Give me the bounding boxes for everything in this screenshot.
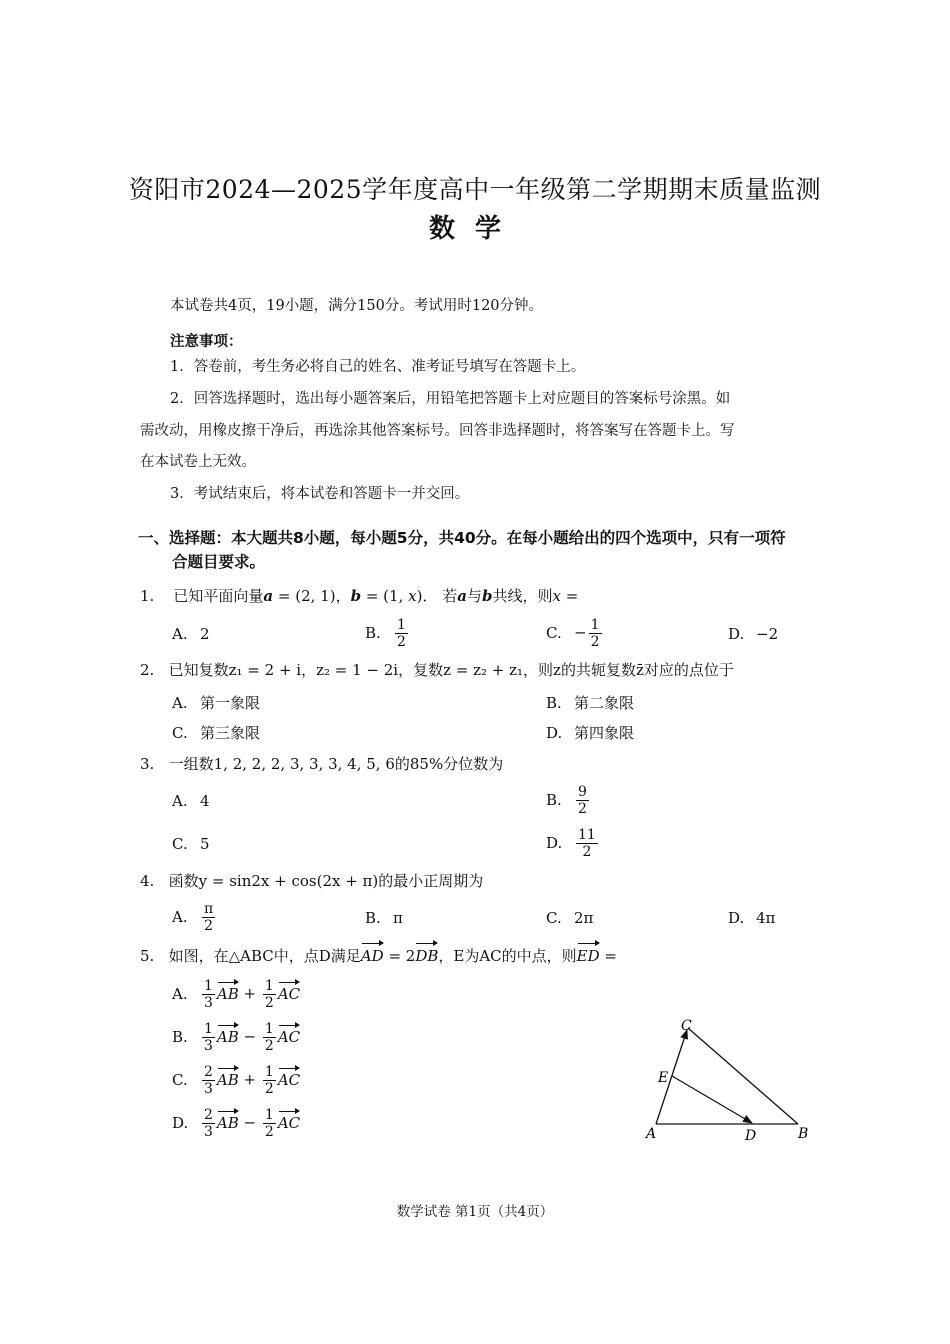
segment-CB xyxy=(688,1028,798,1124)
section-1-heading-line-1: 一、选择题：本大题共8小题，每小题5分，共40分。在每小题给出的四个选项中，只有一项符 xyxy=(138,529,786,547)
var-x: x xyxy=(552,587,561,605)
point-label-C: C xyxy=(681,1018,692,1034)
q5-option-b[interactable] xyxy=(172,1021,300,1054)
fraction xyxy=(263,978,276,1011)
plus-sign: + xyxy=(238,1070,261,1089)
vector-ED-arrow xyxy=(672,1076,752,1123)
q1-eq-a: = (2, 1)， xyxy=(273,587,351,605)
numerator: 1 xyxy=(204,978,213,994)
section-1-heading-line-2: 合题目要求。 xyxy=(172,553,266,571)
notes-heading: 注意事项： xyxy=(170,334,243,350)
intro-text: 本试卷共4页，19小题，满分150分。考试用时120分钟。 xyxy=(170,298,544,314)
q3-option-b[interactable] xyxy=(546,784,591,817)
q2-option-c[interactable] xyxy=(172,722,260,743)
option-label: C. xyxy=(546,623,562,642)
option-label: A. xyxy=(172,984,188,1003)
q1-and: 与 xyxy=(466,587,482,605)
option-label: D. xyxy=(546,833,563,852)
q1-option-a[interactable] xyxy=(172,625,210,643)
q5-mid: ，E为AC的中点，则 xyxy=(438,947,577,965)
option-value: 2π xyxy=(574,909,594,927)
option-label: C. xyxy=(172,724,188,742)
option-value: 2 xyxy=(200,625,210,643)
numerator: 1 xyxy=(264,1064,274,1080)
vector-ED: ED xyxy=(577,940,600,966)
denominator: 2 xyxy=(204,918,214,934)
q5-option-d[interactable] xyxy=(172,1107,300,1140)
subject-title: 数学 xyxy=(428,214,521,244)
question-number: 4. xyxy=(140,872,155,890)
fraction xyxy=(576,827,598,860)
q1-option-c[interactable] xyxy=(546,617,604,650)
plus-sign: + xyxy=(238,984,261,1003)
vector-AC: AC xyxy=(278,979,300,1003)
numerator: 11 xyxy=(578,827,596,843)
numerator: 2 xyxy=(204,1107,213,1123)
question-1 xyxy=(140,586,578,606)
vector-AB: AB xyxy=(217,1065,239,1089)
q1-option-b[interactable] xyxy=(365,617,410,650)
numerator: 1 xyxy=(204,1021,213,1037)
option-value: 第二象限 xyxy=(574,694,635,712)
question-number: 3. xyxy=(140,755,155,773)
vector-AC: AC xyxy=(278,1065,300,1089)
fraction xyxy=(395,617,408,650)
q2-option-d[interactable] xyxy=(546,722,634,743)
q5-lead: 如图，在△ABC中，点D满足 xyxy=(168,947,361,965)
q2-option-b[interactable] xyxy=(546,692,634,713)
q4-option-b[interactable] xyxy=(365,909,403,927)
question-2 xyxy=(140,660,734,680)
option-label: D. xyxy=(728,909,745,927)
denominator: 3 xyxy=(204,995,213,1011)
option-value: 第三象限 xyxy=(200,724,261,742)
numerator: 1 xyxy=(264,1021,274,1037)
note-item-1: 1．答卷前，考生务必将自己的姓名、准考证号填写在答题卡上。 xyxy=(170,359,586,375)
option-label: B. xyxy=(365,623,381,642)
vector-a: a xyxy=(263,587,274,605)
q3-option-c[interactable] xyxy=(172,835,210,853)
numerator: 2 xyxy=(204,1064,213,1080)
denominator: 2 xyxy=(264,1038,274,1054)
q2-option-a[interactable] xyxy=(172,692,260,713)
option-label: A. xyxy=(172,694,188,712)
q1-eq: = xyxy=(560,587,579,605)
note-item-3: 3．考试结束后，将本试卷和答题卡一并交回。 xyxy=(170,486,470,502)
denominator: 2 xyxy=(590,634,600,650)
question-number: 5. xyxy=(140,947,155,965)
denominator: 2 xyxy=(264,1081,274,1097)
fraction xyxy=(263,1107,276,1140)
option-label: C. xyxy=(546,909,562,927)
q1-tail-2: 共线，则 xyxy=(492,587,553,605)
option-label: A. xyxy=(172,625,188,643)
question-5 xyxy=(140,940,617,966)
page-footer: 数学试卷 第1页（共4页） xyxy=(396,1204,554,1220)
option-label: B. xyxy=(546,790,562,809)
option-label: D. xyxy=(172,1113,189,1132)
denominator: 2 xyxy=(264,995,274,1011)
point-label-E: E xyxy=(658,1070,669,1086)
q1-tail-1: )． 若 xyxy=(416,587,458,605)
question-4 xyxy=(140,871,483,891)
option-value: 第四象限 xyxy=(574,724,635,742)
vector-b: b xyxy=(481,587,493,605)
denominator: 2 xyxy=(578,801,587,817)
option-value: 5 xyxy=(200,835,210,853)
fraction xyxy=(202,978,215,1011)
fraction xyxy=(202,1064,215,1097)
point-label-D: D xyxy=(745,1128,757,1144)
fraction xyxy=(263,1021,276,1054)
option-label: B. xyxy=(546,694,562,712)
vector-AB: AB xyxy=(217,1022,239,1046)
fraction xyxy=(576,784,589,817)
numerator: 1 xyxy=(590,617,600,633)
denominator: 3 xyxy=(204,1124,213,1140)
vector-AC: AC xyxy=(278,1108,300,1132)
q4-option-a[interactable] xyxy=(172,901,217,934)
denominator: 2 xyxy=(582,844,592,860)
vector-a: a xyxy=(457,587,467,605)
fraction xyxy=(202,901,215,934)
q5-option-a[interactable] xyxy=(172,978,300,1011)
fraction xyxy=(589,617,602,650)
note-item-2-line-3: 在本试卷上无效。 xyxy=(140,454,256,470)
q4-option-d[interactable] xyxy=(728,909,775,927)
q1-eq-b: = (1, xyxy=(361,587,409,605)
option-label: A. xyxy=(172,907,188,926)
q1-lead: 已知平面向量 xyxy=(173,587,264,605)
numerator: π xyxy=(204,901,214,917)
question-number: 2. xyxy=(140,661,155,679)
option-value: 4π xyxy=(756,909,776,927)
option-label: B. xyxy=(172,1027,188,1046)
option-label: A. xyxy=(172,792,188,810)
vector-b: b xyxy=(350,587,362,605)
numerator: 1 xyxy=(397,617,406,633)
q5-option-c[interactable] xyxy=(172,1064,300,1097)
q3-option-d[interactable] xyxy=(546,827,600,860)
option-value: 4 xyxy=(200,792,210,810)
option-label: D. xyxy=(546,724,563,742)
option-value: 第一象限 xyxy=(200,694,261,712)
vector-AB: AB xyxy=(217,979,239,1003)
minus-sign: − xyxy=(574,623,587,642)
note-item-2-line-1: 2．回答选择题时，选出每小题答案后，用铅笔把答题卡上对应题目的答案标号涂黑。如 xyxy=(170,391,731,407)
numerator: 1 xyxy=(264,1107,274,1123)
var-x: x xyxy=(408,587,417,605)
option-label: B. xyxy=(365,909,381,927)
fraction xyxy=(202,1021,215,1054)
fraction xyxy=(263,1064,276,1097)
question-text: 一组数1, 2, 2, 2, 3, 3, 3, 4, 5, 6的85%分位数为 xyxy=(168,755,504,773)
q1-option-d[interactable] xyxy=(728,625,778,643)
option-label: D. xyxy=(728,625,745,643)
numerator: 9 xyxy=(578,784,587,800)
q5-eq: = 2 xyxy=(383,947,416,965)
question-number: 1. xyxy=(140,587,155,605)
question-text: 函数y = sin2x + cos(2x + π)的最小正周期为 xyxy=(168,872,484,890)
option-label: C. xyxy=(172,1070,188,1089)
denominator: 2 xyxy=(264,1124,274,1140)
question-3 xyxy=(140,754,503,774)
denominator: 2 xyxy=(397,634,406,650)
note-item-2-line-2: 需改动，用橡皮擦干净后，再选涂其他答案标号。回答非选择题时，将答案写在答题卡上。写 xyxy=(140,423,735,439)
denominator: 3 xyxy=(204,1038,213,1054)
denominator: 3 xyxy=(204,1081,213,1097)
fraction xyxy=(202,1107,215,1140)
vector-AC: AC xyxy=(278,1022,300,1046)
q3-option-a[interactable] xyxy=(172,792,210,810)
vector-AD: AD xyxy=(361,940,384,966)
triangle-figure xyxy=(640,1010,820,1150)
vector-AB: AB xyxy=(217,1108,239,1132)
q5-eq-end: = xyxy=(599,947,617,965)
option-label: C. xyxy=(172,835,188,853)
minus-sign: − xyxy=(238,1027,261,1046)
point-label-B: B xyxy=(798,1126,809,1142)
exam-title: 资阳市2024—2025学年度高中一年级第二学期期末质量监测 xyxy=(128,175,822,204)
minus-sign: − xyxy=(238,1113,261,1132)
point-label-A: A xyxy=(646,1126,657,1142)
question-text: 已知复数z₁ = 2 + i，z₂ = 1 − 2i，复数z = z₂ + z₁，则z的共轭复数z̄对应的点位于 xyxy=(168,661,734,679)
option-value: π xyxy=(393,909,403,927)
vector-DB: DB xyxy=(415,940,438,966)
numerator: 1 xyxy=(264,978,274,994)
option-value: −2 xyxy=(756,625,779,643)
q4-option-c[interactable] xyxy=(546,909,593,927)
